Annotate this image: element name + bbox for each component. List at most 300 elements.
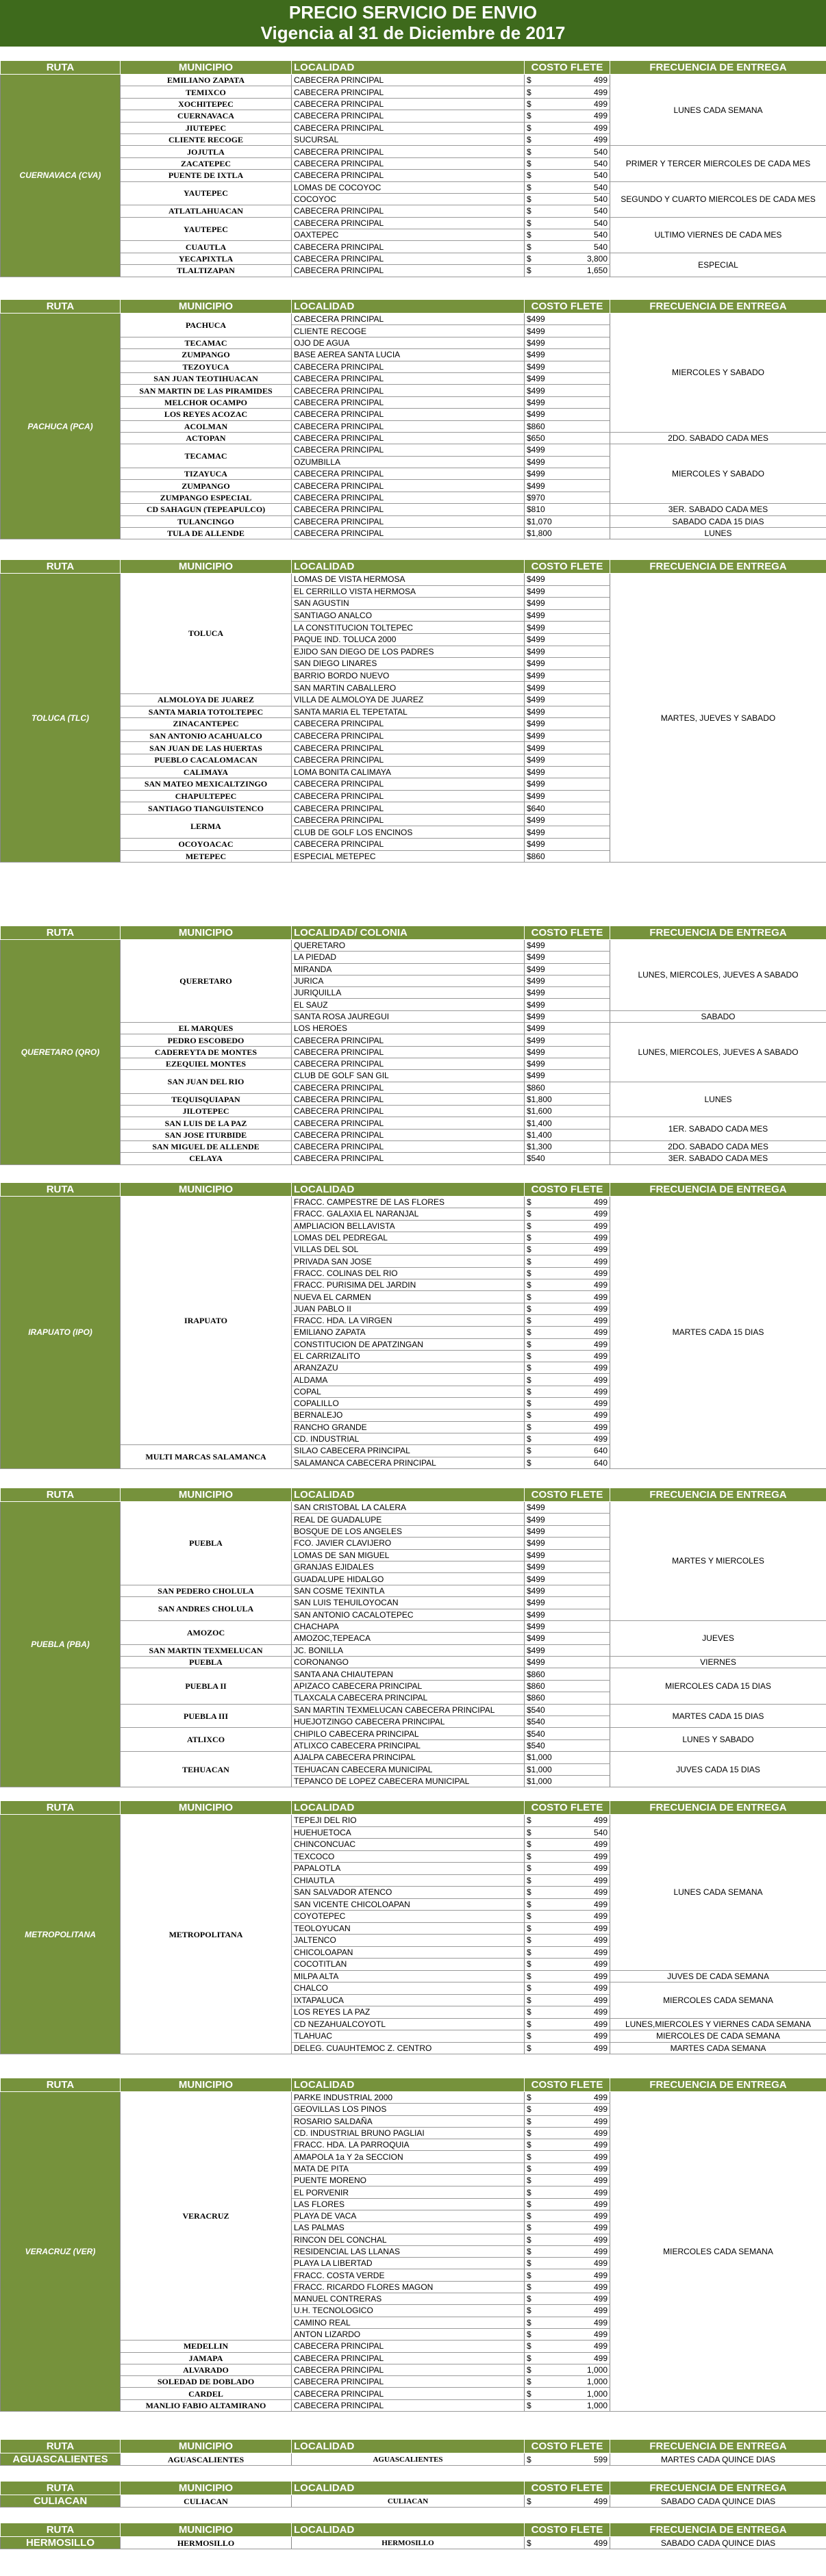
costo-cell bbox=[525, 2030, 610, 2043]
municipio-cell: CARDEL bbox=[121, 2388, 292, 2399]
costo-value: $970 bbox=[527, 493, 545, 503]
table-row bbox=[1, 2495, 826, 2508]
costo-cell bbox=[525, 325, 610, 337]
costo-value: 499 bbox=[593, 2330, 608, 2340]
localidad-cell: CABECERA PRINCIPAL bbox=[292, 372, 525, 384]
costo-cell bbox=[525, 2245, 610, 2257]
costo-cell bbox=[525, 598, 610, 610]
costo-cell bbox=[525, 205, 610, 217]
costo-cell bbox=[525, 963, 610, 975]
costo-value: $499 bbox=[527, 598, 545, 609]
municipio-cell: TEZOYUCA bbox=[121, 361, 292, 372]
costo-value: $499 bbox=[527, 1023, 545, 1034]
currency-symbol: $ bbox=[527, 2163, 531, 2173]
costo-cell bbox=[525, 2495, 610, 2508]
costo-cell bbox=[525, 157, 610, 169]
costo-value: 499 bbox=[593, 1233, 608, 1243]
costo-value: $1,400 bbox=[527, 1118, 552, 1128]
currency-symbol: $ bbox=[527, 1875, 531, 1885]
costo-value: 499 bbox=[593, 2234, 608, 2245]
municipio-cell: SAN MATEO MEXICALTZINGO bbox=[121, 778, 292, 791]
route-table bbox=[0, 2523, 826, 2549]
costo-value: 499 bbox=[593, 2187, 608, 2197]
localidad-cell: GUADALUPE HIDALGO bbox=[292, 1573, 525, 1585]
table-row bbox=[1, 1502, 826, 1514]
localidad-cell: SANTA MARIA EL TEPETATAL bbox=[292, 706, 525, 718]
municipio-cell: ZUMPANGO bbox=[121, 349, 292, 361]
col-localidad: LOCALIDAD bbox=[292, 560, 525, 574]
costo-value: 499 bbox=[593, 1351, 608, 1361]
municipio-cell: TEQUISQUIAPAN bbox=[121, 1093, 292, 1105]
costo-cell bbox=[525, 1093, 610, 1105]
costo-cell bbox=[525, 385, 610, 396]
col-ruta: RUTA bbox=[1, 926, 121, 940]
route-table bbox=[0, 2078, 826, 2412]
costo-cell bbox=[525, 1561, 610, 1572]
costo-value: 499 bbox=[593, 99, 608, 109]
localidad-cell: CABECERA PRINCIPAL bbox=[292, 385, 525, 396]
localidad-cell: GEOVILLAS LOS PINOS bbox=[292, 2104, 525, 2115]
costo-cell bbox=[525, 2293, 610, 2305]
frecuencia-cell: LUNES, MIERCOLES, JUEVES A SABADO bbox=[610, 940, 826, 1011]
col-costo: COSTO FLETE bbox=[525, 2523, 610, 2537]
municipio-cell: PUEBLA II bbox=[121, 1668, 292, 1704]
localidad-cell: JURICA bbox=[292, 975, 525, 986]
costo-value: $499 bbox=[527, 1503, 545, 1513]
costo-value: $499 bbox=[527, 671, 545, 681]
currency-symbol: $ bbox=[527, 1434, 531, 1444]
localidad-cell: LA PIEDAD bbox=[292, 952, 525, 963]
costo-value: $499 bbox=[527, 350, 545, 360]
localidad-cell: COCOYOC bbox=[292, 193, 525, 205]
costo-value: 499 bbox=[593, 1911, 608, 1922]
costo-cell bbox=[525, 1573, 610, 1585]
currency-symbol: $ bbox=[527, 2353, 531, 2363]
localidad-cell: FCO. JAVIER CLAVIJERO bbox=[292, 1538, 525, 1549]
currency-symbol: $ bbox=[527, 2341, 531, 2351]
localidad-cell: CABECERA PRINCIPAL bbox=[292, 1093, 525, 1105]
col-ruta: RUTA bbox=[1, 2523, 121, 2537]
costo-value: 499 bbox=[593, 1971, 608, 1981]
municipio-cell: SAN ANTONIO ACAHUALCO bbox=[121, 730, 292, 742]
costo-cell bbox=[525, 802, 610, 815]
localidad-cell: RINCON DEL CONCHAL bbox=[292, 2234, 525, 2245]
localidad-cell: COPALILLO bbox=[292, 1398, 525, 1410]
costo-cell bbox=[525, 693, 610, 706]
municipio-cell: SAN PEDERO CHOLULA bbox=[121, 1585, 292, 1596]
localidad-cell: JALTENCO bbox=[292, 1935, 525, 1947]
route-table bbox=[0, 2481, 826, 2508]
costo-cell bbox=[525, 2151, 610, 2163]
frecuencia-cell: LUNES Y SABADO bbox=[610, 1728, 826, 1752]
costo-value: $499 bbox=[527, 1071, 545, 1081]
currency-symbol: $ bbox=[527, 2496, 531, 2506]
municipio-cell: TIZAYUCA bbox=[121, 468, 292, 480]
costo-cell bbox=[525, 1668, 610, 1680]
costo-value: $499 bbox=[527, 941, 545, 951]
localidad-cell: CABECERA PRINCIPAL bbox=[292, 839, 525, 851]
currency-symbol: $ bbox=[527, 2247, 531, 2256]
costo-value: 599 bbox=[593, 2454, 608, 2464]
municipio-cell: SAN JOSE ITURBIDE bbox=[121, 1129, 292, 1140]
frecuencia-cell: LUNES bbox=[610, 528, 826, 539]
localidad-cell: CLUB DE GOLF SAN GIL bbox=[292, 1070, 525, 1082]
currency-symbol: $ bbox=[527, 194, 531, 205]
col-municipio: MUNICIPIO bbox=[121, 300, 292, 314]
col-costo: COSTO FLETE bbox=[525, 1801, 610, 1815]
costo-value: 499 bbox=[593, 1887, 608, 1898]
municipio-cell: LOS REYES ACOZAC bbox=[121, 409, 292, 420]
localidad-cell: LOS REYES LA PAZ bbox=[292, 2006, 525, 2019]
costo-value: 499 bbox=[593, 1256, 608, 1266]
costo-value: 499 bbox=[593, 2353, 608, 2363]
currency-symbol: $ bbox=[527, 170, 531, 181]
route-table bbox=[0, 1182, 826, 1469]
localidad-cell: PARKE INDUSTRIAL 2000 bbox=[292, 2092, 525, 2104]
localidad-cell: BERNALEJO bbox=[292, 1410, 525, 1421]
localidad-cell: TEOLOYUCAN bbox=[292, 1922, 525, 1935]
costo-value: 499 bbox=[593, 1399, 608, 1409]
municipio-cell: SOLEDAD DE DOBLADO bbox=[121, 2376, 292, 2388]
localidad-cell: CORONANGO bbox=[292, 1657, 525, 1668]
currency-symbol: $ bbox=[527, 2330, 531, 2340]
costo-value: 499 bbox=[593, 1434, 608, 1444]
costo-cell bbox=[525, 409, 610, 420]
costo-cell bbox=[525, 146, 610, 157]
frecuencia-cell: JUVES DE CADA SEMANA bbox=[610, 1970, 826, 1982]
costo-value: $540 bbox=[527, 1729, 545, 1739]
municipio-cell: JIUTEPEC bbox=[121, 122, 292, 133]
costo-value: $499 bbox=[527, 999, 545, 1010]
costo-cell bbox=[525, 658, 610, 670]
costo-value: 540 bbox=[593, 170, 608, 181]
section-cva bbox=[0, 60, 826, 277]
costo-value: 540 bbox=[593, 242, 608, 252]
costo-cell bbox=[525, 1850, 610, 1863]
costo-value: $1,000 bbox=[527, 1764, 552, 1774]
col-localidad: LOCALIDAD bbox=[292, 1488, 525, 1502]
localidad-cell: CHACHAPA bbox=[292, 1620, 525, 1632]
table-row bbox=[1, 1197, 826, 1208]
col-ruta: RUTA bbox=[1, 1488, 121, 1502]
currency-symbol: $ bbox=[527, 1935, 531, 1946]
costo-value: $540 bbox=[527, 1705, 545, 1715]
localidad-cell: FRACC. HDA. LA VIRGEN bbox=[292, 1314, 525, 1326]
localidad-cell: SAN MARTIN CABALLERO bbox=[292, 682, 525, 694]
currency-symbol: $ bbox=[527, 135, 531, 145]
col-localidad: LOCALIDAD bbox=[292, 300, 525, 314]
table-row bbox=[1, 1704, 826, 1716]
costo-value: $499 bbox=[527, 622, 545, 633]
localidad-cell: CABECERA PRINCIPAL bbox=[292, 1129, 525, 1140]
localidad-cell: CABECERA PRINCIPAL bbox=[292, 790, 525, 802]
costo-value: $499 bbox=[527, 1657, 545, 1668]
costo-cell bbox=[525, 2305, 610, 2317]
costo-cell bbox=[525, 1959, 610, 1971]
currency-symbol: $ bbox=[527, 230, 531, 240]
table-header-row bbox=[1, 300, 826, 314]
municipio-cell: ATLATLAHUACAN bbox=[121, 205, 292, 217]
costo-value: 499 bbox=[593, 1245, 608, 1255]
costo-cell bbox=[525, 2352, 610, 2364]
col-costo: COSTO FLETE bbox=[525, 61, 610, 75]
currency-symbol: $ bbox=[527, 2019, 531, 2029]
costo-value: $650 bbox=[527, 433, 545, 444]
costo-cell bbox=[525, 682, 610, 694]
costo-value: $499 bbox=[527, 635, 545, 645]
localidad-cell: FRACC. RICARDO FLORES MAGON bbox=[292, 2281, 525, 2293]
costo-value: 499 bbox=[593, 1959, 608, 1969]
localidad-cell: CABECERA PRINCIPAL bbox=[292, 468, 525, 480]
col-municipio: MUNICIPIO bbox=[121, 2482, 292, 2495]
costo-value: 499 bbox=[593, 2258, 608, 2269]
municipio-cell: YAUTEPEC bbox=[121, 217, 292, 241]
costo-value: $499 bbox=[527, 827, 545, 837]
costo-value: $499 bbox=[527, 683, 545, 693]
currency-symbol: $ bbox=[527, 2187, 531, 2197]
localidad-cell: EL CERRILLO VISTA HERMOSA bbox=[292, 585, 525, 598]
currency-symbol: $ bbox=[527, 2388, 531, 2399]
costo-value: 499 bbox=[593, 2282, 608, 2292]
costo-value: 499 bbox=[593, 1422, 608, 1432]
municipio-cell: JOJUTLA bbox=[121, 146, 292, 157]
costo-cell bbox=[525, 217, 610, 229]
municipio-cell: EL MARQUES bbox=[121, 1023, 292, 1034]
localidad-cell: CABECERA PRINCIPAL bbox=[292, 409, 525, 420]
municipio-cell: PEDRO ESCOBEDO bbox=[121, 1034, 292, 1046]
currency-symbol: $ bbox=[527, 2031, 531, 2041]
localidad-cell: CABECERA PRINCIPAL bbox=[292, 492, 525, 503]
localidad-cell: OAXTEPEC bbox=[292, 229, 525, 241]
table-header-row bbox=[1, 1801, 826, 1815]
costo-cell bbox=[525, 1994, 610, 2006]
localidad-cell: AMPLIACION BELLAVISTA bbox=[292, 1220, 525, 1232]
localidad-cell: PAQUE IND. TOLUCA 2000 bbox=[292, 633, 525, 646]
costo-value: $540 bbox=[527, 1717, 545, 1727]
frecuencia-cell: 3ER. SABADO CADA MES bbox=[610, 504, 826, 515]
municipio-cell: PUEBLA bbox=[121, 1657, 292, 1668]
localidad-cell: CABECERA PRINCIPAL bbox=[292, 730, 525, 742]
costo-cell bbox=[525, 2328, 610, 2340]
localidad-cell: SUCURSAL bbox=[292, 133, 525, 145]
currency-symbol: $ bbox=[527, 2199, 531, 2209]
costo-value: 499 bbox=[593, 1303, 608, 1314]
costo-value: 499 bbox=[593, 2317, 608, 2328]
municipio-cell: ACOLMAN bbox=[121, 420, 292, 432]
localidad-cell: CABECERA PRINCIPAL bbox=[292, 86, 525, 98]
costo-cell bbox=[525, 1692, 610, 1704]
currency-symbol: $ bbox=[527, 1446, 531, 1456]
costo-cell bbox=[525, 940, 610, 952]
municipio-cell: CD SAHAGUN (TEPEAPULCO) bbox=[121, 504, 292, 515]
municipio-cell: CALIMAYA bbox=[121, 766, 292, 778]
costo-cell bbox=[525, 742, 610, 754]
col-localidad: LOCALIDAD bbox=[292, 2078, 525, 2092]
localidad-cell: CABECERA PRINCIPAL bbox=[292, 205, 525, 217]
section-tlc bbox=[0, 559, 826, 863]
costo-cell bbox=[525, 1514, 610, 1525]
costo-cell bbox=[525, 1826, 610, 1839]
costo-value: $499 bbox=[527, 646, 545, 656]
localidad-cell: FRACC. GALAXIA EL NARANJAL bbox=[292, 1208, 525, 1220]
currency-symbol: $ bbox=[527, 2306, 531, 2316]
costo-cell bbox=[525, 2281, 610, 2293]
col-ruta: RUTA bbox=[1, 300, 121, 314]
localidad-cell: BASE AEREA SANTA LUCIA bbox=[292, 349, 525, 361]
localidad-cell: ROSARIO SALDAÑA bbox=[292, 2115, 525, 2127]
col-costo: COSTO FLETE bbox=[525, 2482, 610, 2495]
localidad-cell: SALAMANCA CABECERA PRINCIPAL bbox=[292, 1457, 525, 1468]
route-table bbox=[0, 1800, 826, 2054]
localidad-cell: LOMAS DE COCOYOC bbox=[292, 181, 525, 193]
localidad-cell: AJALPA CABECERA PRINCIPAL bbox=[292, 1752, 525, 1763]
costo-value: $860 bbox=[527, 421, 545, 431]
localidad-cell: HERMOSILLO bbox=[292, 2537, 525, 2549]
localidad-cell: SAN COSME TEXINTLA bbox=[292, 1585, 525, 1596]
col-localidad: LOCALIDAD bbox=[292, 2440, 525, 2453]
localidad-cell: HUEJOTZINGO CABECERA PRINCIPAL bbox=[292, 1716, 525, 1728]
costo-cell bbox=[525, 1208, 610, 1220]
localidad-cell: SAN VICENTE CHICOLOAPAN bbox=[292, 1898, 525, 1911]
section-qro bbox=[0, 926, 826, 1165]
section-cul bbox=[0, 2481, 826, 2508]
costo-cell bbox=[525, 2258, 610, 2269]
costo-value: $499 bbox=[527, 574, 545, 585]
costo-cell bbox=[525, 2341, 610, 2352]
municipio-cell: SANTA MARIA TOTOLTEPEC bbox=[121, 706, 292, 718]
costo-value: 640 bbox=[593, 1446, 608, 1456]
costo-cell bbox=[525, 170, 610, 181]
municipio-cell: EZEQUIEL MONTES bbox=[121, 1058, 292, 1069]
currency-symbol: $ bbox=[527, 1316, 531, 1326]
costo-value: $499 bbox=[527, 839, 545, 850]
col-frecuencia: FRECUENCIA DE ENTREGA bbox=[610, 1801, 826, 1815]
localidad-cell: FRACC. PURISIMA DEL JARDIN bbox=[292, 1279, 525, 1291]
costo-value: $499 bbox=[527, 952, 545, 962]
municipio-cell: CLIENTE RECOGE bbox=[121, 133, 292, 145]
costo-value: $810 bbox=[527, 505, 545, 515]
currency-symbol: $ bbox=[527, 2152, 531, 2162]
currency-symbol: $ bbox=[527, 2176, 531, 2186]
costo-value: 1,000 bbox=[586, 2377, 608, 2387]
col-ruta: RUTA bbox=[1, 1183, 121, 1197]
costo-value: 499 bbox=[593, 1923, 608, 1933]
costo-value: $1,070 bbox=[527, 516, 552, 526]
costo-value: 499 bbox=[593, 1316, 608, 1326]
municipio-cell: JILOTEPEC bbox=[121, 1106, 292, 1117]
costo-cell bbox=[525, 1410, 610, 1421]
currency-symbol: $ bbox=[527, 1327, 531, 1338]
costo-cell bbox=[525, 515, 610, 527]
col-frecuencia: FRECUENCIA DE ENTREGA bbox=[610, 1183, 826, 1197]
costo-value: 1,000 bbox=[586, 2364, 608, 2375]
localidad-cell: CLUB DE GOLF LOS ENCINOS bbox=[292, 826, 525, 839]
localidad-cell: ALDAMA bbox=[292, 1374, 525, 1386]
costo-cell bbox=[525, 1775, 610, 1787]
currency-symbol: $ bbox=[527, 254, 531, 264]
route-table bbox=[0, 299, 826, 539]
col-municipio: MUNICIPIO bbox=[121, 1488, 292, 1502]
costo-cell bbox=[525, 1633, 610, 1644]
costo-value: $499 bbox=[527, 976, 545, 986]
costo-value: $499 bbox=[527, 815, 545, 826]
col-ruta: RUTA bbox=[1, 2440, 121, 2453]
costo-value: 499 bbox=[593, 2211, 608, 2221]
costo-cell bbox=[525, 1421, 610, 1433]
costo-cell bbox=[525, 1874, 610, 1887]
costo-value: 499 bbox=[593, 135, 608, 145]
localidad-cell: RANCHO GRANDE bbox=[292, 1421, 525, 1433]
currency-symbol: $ bbox=[527, 1422, 531, 1432]
costo-cell bbox=[525, 265, 610, 277]
municipio-cell: IRAPUATO bbox=[121, 1197, 292, 1445]
localidad-cell: COCOTITLAN bbox=[292, 1959, 525, 1971]
municipio-cell: TECAMAC bbox=[121, 444, 292, 468]
costo-cell bbox=[525, 1752, 610, 1763]
currency-symbol: $ bbox=[527, 2211, 531, 2221]
costo-value: $499 bbox=[527, 1645, 545, 1655]
municipio-cell: ZUMPANGO ESPECIAL bbox=[121, 492, 292, 503]
section-her bbox=[0, 2523, 826, 2549]
costo-cell bbox=[525, 110, 610, 122]
costo-value: 499 bbox=[593, 2007, 608, 2017]
localidad-cell: CULIACAN bbox=[292, 2495, 525, 2508]
costo-value: 499 bbox=[593, 1947, 608, 1957]
table-row bbox=[1, 1153, 826, 1164]
costo-cell bbox=[525, 1911, 610, 1923]
municipio-cell: CELAYA bbox=[121, 1153, 292, 1164]
costo-cell bbox=[525, 609, 610, 622]
costo-cell bbox=[525, 314, 610, 325]
col-municipio: MUNICIPIO bbox=[121, 2440, 292, 2453]
costo-value: $499 bbox=[527, 988, 545, 998]
costo-cell bbox=[525, 480, 610, 492]
costo-cell bbox=[525, 975, 610, 986]
costo-cell bbox=[525, 2376, 610, 2388]
municipio-cell: PUEBLO CACALOMACAN bbox=[121, 754, 292, 766]
costo-value: 640 bbox=[593, 1457, 608, 1468]
costo-value: 499 bbox=[593, 2128, 608, 2139]
costo-cell bbox=[525, 2399, 610, 2411]
col-costo: COSTO FLETE bbox=[525, 1183, 610, 1197]
costo-cell bbox=[525, 1935, 610, 1947]
localidad-cell: CABECERA PRINCIPAL bbox=[292, 1117, 525, 1129]
costo-value: $499 bbox=[527, 755, 545, 765]
section-ver bbox=[0, 2078, 826, 2412]
municipio-cell: AGUASCALIENTES bbox=[121, 2453, 292, 2466]
table-header-row bbox=[1, 2523, 826, 2537]
municipio-cell: TOLUCA bbox=[121, 574, 292, 694]
costo-cell bbox=[525, 1433, 610, 1444]
currency-symbol: $ bbox=[527, 1280, 531, 1290]
costo-cell bbox=[525, 349, 610, 361]
currency-symbol: $ bbox=[527, 1911, 531, 1922]
col-municipio: MUNICIPIO bbox=[121, 2078, 292, 2092]
localidad-cell: TLAXCALA CABECERA PRINCIPAL bbox=[292, 1692, 525, 1704]
localidad-cell: EMILIANO ZAPATA bbox=[292, 1327, 525, 1338]
costo-value: 499 bbox=[593, 2152, 608, 2162]
costo-value: $860 bbox=[527, 1681, 545, 1692]
costo-cell bbox=[525, 1887, 610, 1899]
localidad-cell: APIZACO CABECERA PRINCIPAL bbox=[292, 1680, 525, 1692]
localidad-cell: AGUASCALIENTES bbox=[292, 2453, 525, 2466]
localidad-cell: EL PORVENIR bbox=[292, 2186, 525, 2198]
costo-cell bbox=[525, 1620, 610, 1632]
col-localidad: LOCALIDAD bbox=[292, 1801, 525, 1815]
costo-value: $499 bbox=[527, 731, 545, 741]
currency-symbol: $ bbox=[527, 242, 531, 252]
localidad-cell: CABECERA PRINCIPAL bbox=[292, 361, 525, 372]
